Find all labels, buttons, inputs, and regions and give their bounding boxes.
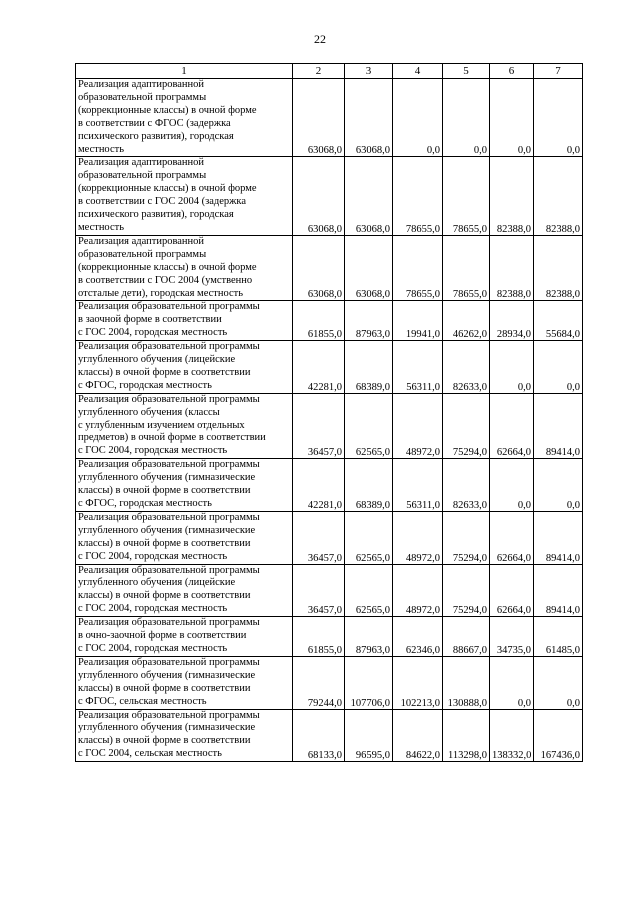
table-row bbox=[76, 656, 583, 709]
value-cell-col-6: 28934,0 bbox=[490, 301, 534, 341]
description-line: углубленного обучения (лицейские bbox=[78, 577, 236, 589]
value-cell-col-2: 61855,0 bbox=[293, 617, 345, 657]
value-cell-col-6: 138332,0 bbox=[490, 709, 534, 762]
value-cell-col-7: 0,0 bbox=[534, 79, 583, 157]
table-row bbox=[76, 511, 583, 564]
value-cell-col-3: 63068,0 bbox=[345, 157, 393, 235]
description-line: местность bbox=[78, 143, 124, 155]
description-line: в соответствии с ГОС 2004 (задержка bbox=[78, 196, 247, 208]
table-row bbox=[76, 564, 583, 617]
value-cell-col-5: 75294,0 bbox=[443, 511, 490, 564]
value-cell-col-4: 78655,0 bbox=[393, 235, 443, 301]
description-line: Реализация образовательной программы bbox=[78, 617, 260, 629]
value-cell-col-4: 56311,0 bbox=[393, 341, 443, 394]
row-description bbox=[76, 235, 293, 301]
value-cell-col-2: 36457,0 bbox=[293, 393, 345, 459]
description-line: Реализация образовательной программы bbox=[78, 511, 260, 523]
table-header bbox=[76, 64, 583, 79]
value-cell-col-2: 68133,0 bbox=[293, 709, 345, 762]
value-cell-col-5: 75294,0 bbox=[443, 393, 490, 459]
value-cell-col-7: 0,0 bbox=[534, 656, 583, 709]
description-line: с ГОС 2004, городская местность bbox=[78, 327, 228, 339]
value-cell-col-3: 63068,0 bbox=[345, 235, 393, 301]
row-description bbox=[76, 459, 293, 512]
value-cell-col-3: 87963,0 bbox=[345, 301, 393, 341]
description-line: Реализация образовательной программы bbox=[78, 709, 260, 721]
table-row bbox=[76, 709, 583, 762]
value-cell-col-2: 63068,0 bbox=[293, 235, 345, 301]
description-line: с ГОС 2004, городская местность bbox=[78, 642, 228, 654]
description-line: образовательной программы bbox=[78, 170, 207, 182]
description-line: (коррекционные классы) в очной форме bbox=[78, 104, 257, 116]
table-row bbox=[76, 79, 583, 157]
value-cell-col-4: 78655,0 bbox=[393, 157, 443, 235]
value-cell-col-5: 82633,0 bbox=[443, 459, 490, 512]
value-cell-col-2: 42281,0 bbox=[293, 341, 345, 394]
value-cell-col-3: 62565,0 bbox=[345, 511, 393, 564]
value-cell-col-7: 61485,0 bbox=[534, 617, 583, 657]
description-line: с ГОС 2004, сельская местность bbox=[78, 748, 222, 760]
description-line: образовательной программы bbox=[78, 248, 207, 260]
value-cell-col-4: 84622,0 bbox=[393, 709, 443, 762]
description-line: классы) в очной форме в соответствии bbox=[78, 537, 251, 549]
value-cell-col-7: 82388,0 bbox=[534, 157, 583, 235]
description-line: классы) в очной форме в соответствии bbox=[78, 682, 251, 694]
value-cell-col-5: 88667,0 bbox=[443, 617, 490, 657]
value-cell-col-2: 61855,0 bbox=[293, 301, 345, 341]
description-line: углубленного обучения (гимназические bbox=[78, 472, 256, 484]
table-row bbox=[76, 235, 583, 301]
value-cell-col-4: 0,0 bbox=[393, 79, 443, 157]
row-description bbox=[76, 79, 293, 157]
description-line: Реализация образовательной программы bbox=[78, 393, 260, 405]
description-line: в заочной форме в соответствии bbox=[78, 314, 222, 326]
value-cell-col-6: 0,0 bbox=[490, 656, 534, 709]
value-cell-col-7: 89414,0 bbox=[534, 564, 583, 617]
description-line: отсталые дети), городская местность bbox=[78, 287, 244, 299]
value-cell-col-3: 68389,0 bbox=[345, 459, 393, 512]
value-cell-col-5: 78655,0 bbox=[443, 235, 490, 301]
value-cell-col-2: 36457,0 bbox=[293, 564, 345, 617]
value-cell-col-5: 130888,0 bbox=[443, 656, 490, 709]
value-cell-col-5: 75294,0 bbox=[443, 564, 490, 617]
column-header-3: 3 bbox=[345, 64, 393, 79]
value-cell-col-2: 36457,0 bbox=[293, 511, 345, 564]
value-cell-col-7: 167436,0 bbox=[534, 709, 583, 762]
description-line: углубленного обучения (гимназические bbox=[78, 669, 256, 681]
value-cell-col-2: 63068,0 bbox=[293, 157, 345, 235]
description-line: в соответствии с ФГОС (задержка bbox=[78, 117, 231, 129]
value-cell-col-4: 19941,0 bbox=[393, 301, 443, 341]
table-row bbox=[76, 341, 583, 394]
row-description bbox=[76, 341, 293, 394]
row-description bbox=[76, 709, 293, 762]
value-cell-col-7: 82388,0 bbox=[534, 235, 583, 301]
page-number: 22 bbox=[314, 32, 326, 46]
description-line: Реализация образовательной программы bbox=[78, 341, 260, 353]
description-line: в соответствии с ГОС 2004 (умственно bbox=[78, 274, 253, 286]
description-line: Реализация адаптированной bbox=[78, 79, 205, 90]
row-description bbox=[76, 157, 293, 235]
description-line: классы) в очной форме в соответствии bbox=[78, 735, 251, 747]
description-line: углубленного обучения (гимназические bbox=[78, 722, 256, 734]
table-row bbox=[76, 459, 583, 512]
description-line: с ГОС 2004, городская местность bbox=[78, 603, 228, 615]
table-row bbox=[76, 157, 583, 235]
value-cell-col-6: 62664,0 bbox=[490, 564, 534, 617]
description-line: Реализация образовательной программы bbox=[78, 656, 260, 668]
description-line: классы) в очной форме в соответствии bbox=[78, 590, 251, 602]
description-line: с ФГОС, городская местность bbox=[78, 379, 212, 391]
column-header-5: 5 bbox=[443, 64, 490, 79]
table-row bbox=[76, 617, 583, 657]
table-body bbox=[76, 79, 583, 762]
row-description bbox=[76, 656, 293, 709]
value-cell-col-6: 62664,0 bbox=[490, 511, 534, 564]
table-row bbox=[76, 301, 583, 341]
value-cell-col-3: 62565,0 bbox=[345, 393, 393, 459]
description-line: углубленного обучения (лицейские bbox=[78, 354, 236, 366]
value-cell-col-5: 113298,0 bbox=[443, 709, 490, 762]
value-cell-col-6: 34735,0 bbox=[490, 617, 534, 657]
header-row bbox=[76, 64, 583, 79]
description-line: психического развития), городская bbox=[78, 209, 234, 221]
value-cell-col-6: 62664,0 bbox=[490, 393, 534, 459]
value-cell-col-3: 62565,0 bbox=[345, 564, 393, 617]
value-cell-col-6: 0,0 bbox=[490, 341, 534, 394]
row-description bbox=[76, 617, 293, 657]
value-cell-col-6: 0,0 bbox=[490, 79, 534, 157]
row-description bbox=[76, 511, 293, 564]
row-description bbox=[76, 564, 293, 617]
value-cell-col-5: 78655,0 bbox=[443, 157, 490, 235]
description-line: Реализация адаптированной bbox=[78, 235, 205, 247]
description-line: классы) в очной форме в соответствии bbox=[78, 366, 251, 378]
description-line: в очно-заочной форме в соответствии bbox=[78, 630, 247, 642]
value-cell-col-3: 96595,0 bbox=[345, 709, 393, 762]
description-line: с ФГОС, городская местность bbox=[78, 498, 212, 509]
value-cell-col-5: 82633,0 bbox=[443, 341, 490, 394]
value-cell-col-7: 89414,0 bbox=[534, 511, 583, 564]
description-line: (коррекционные классы) в очной форме bbox=[78, 261, 257, 273]
column-header-4: 4 bbox=[393, 64, 443, 79]
description-line: Реализация образовательной программы bbox=[78, 459, 260, 471]
value-cell-col-7: 0,0 bbox=[534, 341, 583, 394]
value-cell-col-2: 63068,0 bbox=[293, 79, 345, 157]
table-row bbox=[76, 393, 583, 459]
value-cell-col-7: 0,0 bbox=[534, 459, 583, 512]
description-line: предметов) в очной форме в соответствии bbox=[78, 432, 266, 444]
description-line: с ГОС 2004, городская местность bbox=[78, 445, 228, 457]
column-header-2: 2 bbox=[293, 64, 345, 79]
value-cell-col-3: 87963,0 bbox=[345, 617, 393, 657]
budget-table bbox=[75, 63, 583, 762]
description-line: с углубленным изучением отдельных bbox=[78, 419, 245, 431]
description-line: Реализация образовательной программы bbox=[78, 301, 260, 313]
value-cell-col-4: 102213,0 bbox=[393, 656, 443, 709]
value-cell-col-4: 48972,0 bbox=[393, 564, 443, 617]
description-line: местность bbox=[78, 221, 124, 233]
value-cell-col-6: 82388,0 bbox=[490, 235, 534, 301]
value-cell-col-4: 62346,0 bbox=[393, 617, 443, 657]
column-header-1: 1 bbox=[76, 64, 293, 79]
value-cell-col-4: 56311,0 bbox=[393, 459, 443, 512]
value-cell-col-2: 42281,0 bbox=[293, 459, 345, 512]
description-line: (коррекционные классы) в очной форме bbox=[78, 183, 257, 195]
description-line: Реализация адаптированной bbox=[78, 157, 205, 169]
description-line: Реализация образовательной программы bbox=[78, 564, 260, 576]
description-line: образовательной программы bbox=[78, 91, 207, 103]
value-cell-col-3: 63068,0 bbox=[345, 79, 393, 157]
row-description bbox=[76, 393, 293, 459]
column-header-6: 6 bbox=[490, 64, 534, 79]
value-cell-col-4: 48972,0 bbox=[393, 511, 443, 564]
value-cell-col-5: 46262,0 bbox=[443, 301, 490, 341]
value-cell-col-2: 79244,0 bbox=[293, 656, 345, 709]
value-cell-col-3: 68389,0 bbox=[345, 341, 393, 394]
description-line: классы) в очной форме в соответствии bbox=[78, 485, 251, 497]
value-cell-col-6: 82388,0 bbox=[490, 157, 534, 235]
value-cell-col-3: 107706,0 bbox=[345, 656, 393, 709]
description-line: с ГОС 2004, городская местность bbox=[78, 550, 228, 562]
value-cell-col-7: 89414,0 bbox=[534, 393, 583, 459]
value-cell-col-6: 0,0 bbox=[490, 459, 534, 512]
description-line: углубленного обучения (гимназические bbox=[78, 524, 256, 536]
column-header-7: 7 bbox=[534, 64, 583, 79]
value-cell-col-4: 48972,0 bbox=[393, 393, 443, 459]
row-description bbox=[76, 301, 293, 341]
value-cell-col-7: 55684,0 bbox=[534, 301, 583, 341]
description-line: углубленного обучения (классы bbox=[78, 406, 220, 418]
value-cell-col-5: 0,0 bbox=[443, 79, 490, 157]
description-line: психического развития), городская bbox=[78, 130, 234, 142]
description-line: с ФГОС, сельская местность bbox=[78, 695, 207, 707]
